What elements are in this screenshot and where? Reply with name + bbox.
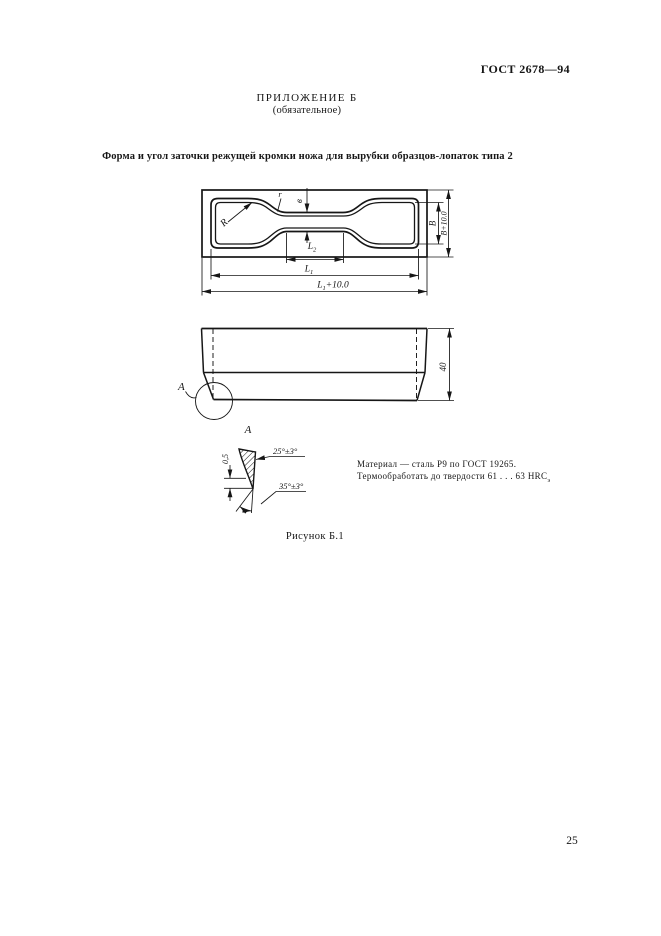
standard-number: ГОСТ 2678—94 (480, 62, 570, 76)
dim-label-tip-flat: 0,5 (221, 454, 230, 464)
knife-side-view-drawing (170, 320, 462, 428)
material-note (357, 459, 551, 486)
detail-a-mark: А (178, 381, 185, 393)
dim-label-angle-25: 25°±3° (273, 446, 298, 456)
dim-label-l1-plus: $L_1+10.0$ (317, 280, 349, 292)
hrc-subscript: э (547, 476, 551, 484)
dim-label-angle-35: 35°±3° (279, 481, 304, 491)
detail-a-title: А (244, 424, 252, 436)
material-line-2: Термообработать до твердости 61 . . . 63 $HRC_э$ (357, 470, 551, 484)
knife-top-view-drawing (193, 183, 461, 305)
cutting-edge-inner-contour (216, 203, 415, 245)
dim-label-radius-big: R (218, 217, 231, 230)
cutting-edge-outer-contour (211, 199, 419, 249)
page-number: 25 (566, 835, 578, 847)
dim-label-height-40: 40 (438, 362, 448, 372)
figure-heading: Форма и угол заточки режущей кромки ножа для вырубки образцов-лопаток типа 2 (102, 151, 513, 162)
material-line-1: Материал — сталь Р9 по ГОСТ 19265. (357, 459, 517, 469)
detail-leader (186, 392, 197, 398)
dim-label-radius-small: r (278, 189, 282, 199)
dim-label-l2: $L_2$ (307, 242, 317, 254)
figure-caption: Рисунок Б.1 (285, 531, 345, 542)
detail-a-drawing (213, 418, 338, 530)
knife-body-outline (202, 329, 428, 401)
blade-section-wedge (239, 449, 256, 489)
side-view-dimension-lines (186, 329, 455, 401)
dim-label-width-b-plus: В+10.0 (439, 211, 449, 236)
detail-a-circle (196, 383, 233, 420)
appendix-label: ПРИЛОЖЕНИЕ Б (256, 92, 358, 104)
appendix-note: (обязательное) (272, 105, 342, 116)
top-view-dimension-lines (202, 188, 454, 296)
dim-label-l1: $L_1$ (304, 264, 314, 276)
dim-label-width-b: В (427, 220, 438, 227)
dim-label-neck-width: в (294, 199, 304, 203)
